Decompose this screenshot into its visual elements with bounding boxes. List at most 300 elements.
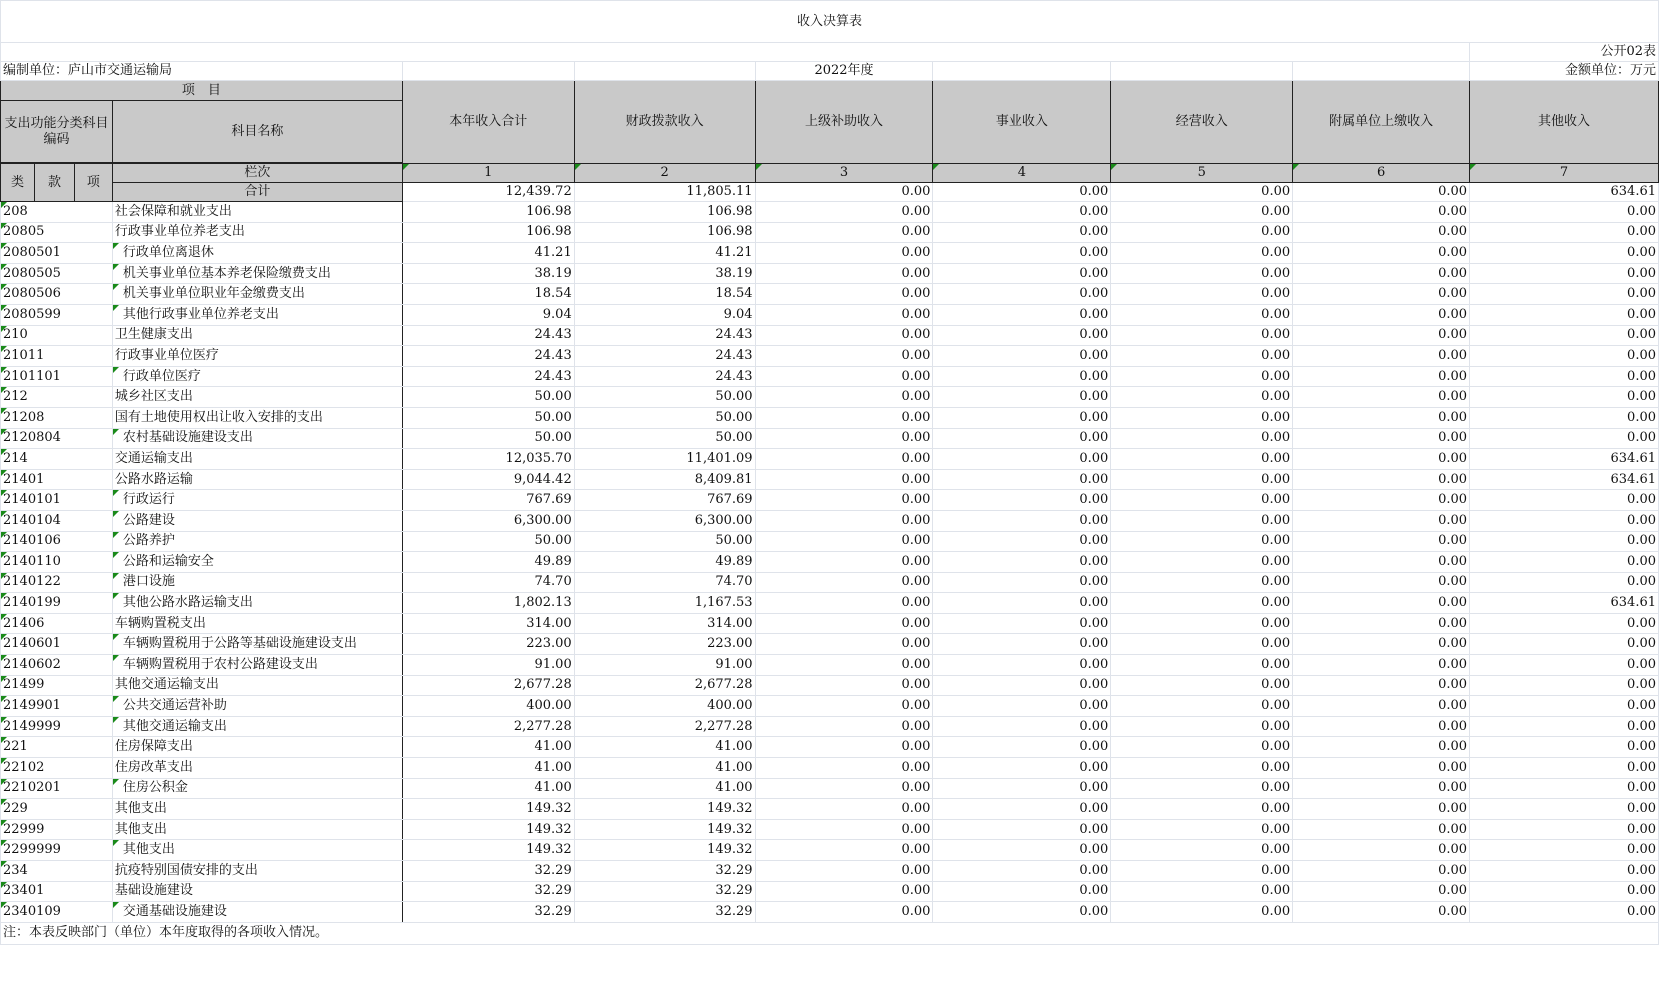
- amount-cell: 41.00: [574, 758, 755, 779]
- amount-cell: 41.00: [574, 778, 755, 799]
- amount-cell: 49.89: [402, 552, 574, 573]
- amount-cell: 0.00: [1111, 634, 1293, 655]
- amount-cell: 0.00: [1293, 325, 1470, 346]
- amount-cell: 0.00: [1470, 778, 1659, 799]
- subject-name: 住房保障支出: [112, 737, 402, 758]
- amount-cell: 0.00: [1470, 840, 1659, 861]
- amount-unit: 金额单位：万元: [1470, 62, 1659, 81]
- table-row: [1, 428, 1659, 449]
- subject-code: 2120804: [1, 428, 113, 449]
- subject-code: 2140602: [1, 655, 113, 676]
- amount-cell: 0.00: [1293, 634, 1470, 655]
- amount-cell: 0.00: [755, 778, 933, 799]
- subject-code: 21499: [1, 675, 113, 696]
- amount-cell: 0.00: [1470, 304, 1659, 325]
- amount-cell: 0.00: [1470, 531, 1659, 552]
- amount-cell: 0.00: [1293, 263, 1470, 284]
- subject-code: 21406: [1, 613, 113, 634]
- amount-cell: 0.00: [1293, 799, 1470, 820]
- table-row: [1, 819, 1659, 840]
- amount-cell: 0.00: [755, 881, 933, 902]
- amount-cell: 0.00: [1293, 428, 1470, 449]
- amount-cell: 0.00: [933, 655, 1111, 676]
- subject-code: 22102: [1, 758, 113, 779]
- amount-cell: 0.00: [1111, 510, 1293, 531]
- amount-cell: 6,300.00: [574, 510, 755, 531]
- amount-cell: 0.00: [1111, 346, 1293, 367]
- header-col-5: 经营收入: [1111, 81, 1293, 164]
- header-col-4: 事业收入: [933, 81, 1111, 164]
- table-row: [1, 284, 1659, 305]
- amount-cell: 0.00: [933, 613, 1111, 634]
- subject-code: 2140601: [1, 634, 113, 655]
- table-row: [1, 202, 1659, 223]
- amount-cell: 0.00: [1293, 778, 1470, 799]
- amount-cell: 0.00: [933, 243, 1111, 264]
- amount-cell: 0.00: [1293, 490, 1470, 511]
- amount-cell: 0.00: [1470, 675, 1659, 696]
- amount-cell: 0.00: [1470, 737, 1659, 758]
- amount-cell: 0.00: [1470, 202, 1659, 223]
- amount-cell: 0.00: [1470, 902, 1659, 923]
- amount-cell: 0.00: [1470, 222, 1659, 243]
- amount-cell: 0.00: [755, 202, 933, 223]
- amount-cell: 50.00: [402, 407, 574, 428]
- subject-code: 2140101: [1, 490, 113, 511]
- amount-cell: 0.00: [755, 366, 933, 387]
- subject-name: 车辆购置税用于公路等基础设施建设支出: [112, 634, 402, 655]
- table-row: [1, 490, 1659, 511]
- amount-cell: 38.19: [402, 263, 574, 284]
- subject-code: 21208: [1, 407, 113, 428]
- org-label: 编制单位：庐山市交通运输局: [1, 62, 403, 81]
- header-col-1: 本年收入合计: [402, 81, 574, 164]
- amount-cell: 0.00: [755, 531, 933, 552]
- amount-cell: 0.00: [1293, 655, 1470, 676]
- amount-cell: 0.00: [1111, 407, 1293, 428]
- table-row: [1, 613, 1659, 634]
- amount-cell: 0.00: [933, 407, 1111, 428]
- amount-cell: 0.00: [1293, 387, 1470, 408]
- amount-cell: 0.00: [933, 634, 1111, 655]
- amount-cell: 0.00: [1470, 758, 1659, 779]
- amount-cell: 1,802.13: [402, 593, 574, 614]
- amount-cell: 0.00: [933, 840, 1111, 861]
- subject-code: 208: [1, 202, 113, 223]
- amount-cell: 0.00: [755, 572, 933, 593]
- amount-cell: 0.00: [1111, 325, 1293, 346]
- amount-cell: 2,277.28: [402, 716, 574, 737]
- amount-cell: 0.00: [1293, 449, 1470, 470]
- table-row: [1, 675, 1659, 696]
- header-col-3: 上级补助收入: [755, 81, 933, 164]
- amount-cell: 0.00: [933, 737, 1111, 758]
- subject-code: 2080505: [1, 263, 113, 284]
- amount-cell: 0.00: [1111, 675, 1293, 696]
- amount-cell: 0.00: [1470, 655, 1659, 676]
- amount-cell: 0.00: [1470, 613, 1659, 634]
- amount-cell: 0.00: [933, 387, 1111, 408]
- amount-cell: 106.98: [402, 202, 574, 223]
- subject-name: 其他交通运输支出: [112, 716, 402, 737]
- amount-cell: 0.00: [1111, 531, 1293, 552]
- amount-cell: 0.00: [933, 222, 1111, 243]
- amount-cell: 767.69: [402, 490, 574, 511]
- table-row: [1, 469, 1659, 490]
- subject-code: 2340109: [1, 902, 113, 923]
- amount-cell: 2,277.28: [574, 716, 755, 737]
- table-row: [1, 881, 1659, 902]
- subject-code: 2080506: [1, 284, 113, 305]
- header-col-6: 附属单位上缴收入: [1293, 81, 1470, 164]
- amount-cell: 0.00: [755, 902, 933, 923]
- amount-cell: 0.00: [1470, 819, 1659, 840]
- amount-cell: 0.00: [1111, 552, 1293, 573]
- amount-cell: 0.00: [1293, 902, 1470, 923]
- amount-cell: 0.00: [755, 243, 933, 264]
- amount-cell: 0.00: [1470, 634, 1659, 655]
- amount-cell: 41.21: [574, 243, 755, 264]
- amount-cell: 0.00: [1470, 716, 1659, 737]
- amount-cell: 0.00: [933, 531, 1111, 552]
- table-row: [1, 346, 1659, 367]
- amount-cell: 0.00: [1470, 243, 1659, 264]
- amount-cell: 0.00: [1111, 469, 1293, 490]
- amount-cell: 24.43: [402, 325, 574, 346]
- amount-cell: 0.00: [933, 593, 1111, 614]
- subject-code: 212: [1, 387, 113, 408]
- amount-cell: 0.00: [755, 737, 933, 758]
- subject-code: 234: [1, 861, 113, 882]
- amount-cell: 74.70: [574, 572, 755, 593]
- subject-name: 抗疫特别国债安排的支出: [112, 861, 402, 882]
- subject-code: 2140110: [1, 552, 113, 573]
- amount-cell: 0.00: [1293, 222, 1470, 243]
- subject-name: 车辆购置税用于农村公路建设支出: [112, 655, 402, 676]
- amount-cell: 50.00: [402, 428, 574, 449]
- amount-cell: 0.00: [1293, 552, 1470, 573]
- amount-cell: 0.00: [1470, 263, 1659, 284]
- amount-cell: 0.00: [1293, 840, 1470, 861]
- amount-cell: 0.00: [755, 799, 933, 820]
- amount-cell: 0.00: [755, 325, 933, 346]
- header-kuan: 款: [34, 164, 74, 202]
- amount-cell: 24.43: [574, 346, 755, 367]
- total-value: 11,805.11: [574, 183, 755, 202]
- amount-cell: 18.54: [402, 284, 574, 305]
- amount-cell: 41.00: [402, 758, 574, 779]
- amount-cell: 32.29: [574, 881, 755, 902]
- table-id: 公开02表: [1470, 43, 1659, 62]
- amount-cell: 0.00: [1470, 407, 1659, 428]
- amount-cell: 0.00: [933, 716, 1111, 737]
- amount-cell: 0.00: [1293, 593, 1470, 614]
- amount-cell: 0.00: [933, 881, 1111, 902]
- amount-cell: 0.00: [1293, 696, 1470, 717]
- amount-cell: 0.00: [1111, 366, 1293, 387]
- amount-cell: 0.00: [755, 428, 933, 449]
- amount-cell: 91.00: [574, 655, 755, 676]
- subject-code: 229: [1, 799, 113, 820]
- amount-cell: 0.00: [755, 696, 933, 717]
- amount-cell: 8,409.81: [574, 469, 755, 490]
- col-number-2: 2: [574, 164, 755, 183]
- header-xiang: 项: [74, 164, 112, 202]
- amount-cell: 0.00: [1293, 366, 1470, 387]
- amount-cell: 11,401.09: [574, 449, 755, 470]
- amount-cell: 0.00: [755, 510, 933, 531]
- amount-cell: 0.00: [1470, 510, 1659, 531]
- amount-cell: 0.00: [1111, 696, 1293, 717]
- subject-name: 社会保障和就业支出: [112, 202, 402, 223]
- subject-name: 公共交通运营补助: [112, 696, 402, 717]
- amount-cell: 0.00: [1111, 613, 1293, 634]
- amount-cell: 0.00: [933, 758, 1111, 779]
- subject-name: 交通基础设施建设: [112, 902, 402, 923]
- table-row: [1, 634, 1659, 655]
- amount-cell: 0.00: [1111, 799, 1293, 820]
- amount-cell: 0.00: [1470, 572, 1659, 593]
- amount-cell: 0.00: [1111, 572, 1293, 593]
- amount-cell: 0.00: [933, 552, 1111, 573]
- amount-cell: 50.00: [402, 387, 574, 408]
- amount-cell: 314.00: [574, 613, 755, 634]
- amount-cell: 9.04: [402, 304, 574, 325]
- amount-cell: 6,300.00: [402, 510, 574, 531]
- subject-name: 公路和运输安全: [112, 552, 402, 573]
- amount-cell: 0.00: [1111, 490, 1293, 511]
- total-row: [1, 183, 1659, 202]
- amount-cell: 0.00: [1111, 222, 1293, 243]
- table-row: [1, 552, 1659, 573]
- table-row: [1, 840, 1659, 861]
- amount-cell: 0.00: [1111, 304, 1293, 325]
- amount-cell: 149.32: [574, 840, 755, 861]
- amount-cell: 0.00: [1111, 881, 1293, 902]
- table-row: [1, 861, 1659, 882]
- subject-name: 港口设施: [112, 572, 402, 593]
- subject-code: 22999: [1, 819, 113, 840]
- total-value: 0.00: [1293, 183, 1470, 202]
- subject-name: 住房公积金: [112, 778, 402, 799]
- subject-name: 行政事业单位医疗: [112, 346, 402, 367]
- amount-cell: 149.32: [402, 840, 574, 861]
- amount-cell: 0.00: [1111, 449, 1293, 470]
- amount-cell: 0.00: [1111, 737, 1293, 758]
- amount-cell: 32.29: [402, 861, 574, 882]
- subject-code: 2140122: [1, 572, 113, 593]
- amount-cell: 0.00: [1293, 284, 1470, 305]
- footnote: 注：本表反映部门（单位）本年度取得的各项收入情况。: [1, 922, 1659, 944]
- amount-cell: 50.00: [574, 531, 755, 552]
- total-value: 12,439.72: [402, 183, 574, 202]
- amount-cell: 0.00: [755, 407, 933, 428]
- header-col-7: 其他收入: [1470, 81, 1659, 164]
- amount-cell: 0.00: [755, 675, 933, 696]
- amount-cell: 634.61: [1470, 593, 1659, 614]
- total-value: 0.00: [755, 183, 933, 202]
- subject-name: 行政单位医疗: [112, 366, 402, 387]
- col-number-4: 4: [933, 164, 1111, 183]
- table-row: [1, 243, 1659, 264]
- table-row: [1, 716, 1659, 737]
- subject-code: 23401: [1, 881, 113, 902]
- amount-cell: 106.98: [402, 222, 574, 243]
- col-number-3: 3: [755, 164, 933, 183]
- amount-cell: 0.00: [1111, 263, 1293, 284]
- table-row: [1, 758, 1659, 779]
- amount-cell: 0.00: [755, 552, 933, 573]
- amount-cell: 24.43: [402, 366, 574, 387]
- amount-cell: 0.00: [755, 469, 933, 490]
- amount-cell: 0.00: [1111, 387, 1293, 408]
- amount-cell: 0.00: [755, 655, 933, 676]
- subject-name: 其他支出: [112, 819, 402, 840]
- amount-cell: 0.00: [933, 675, 1111, 696]
- table-row: [1, 510, 1659, 531]
- amount-cell: 0.00: [755, 819, 933, 840]
- subject-code: 2080599: [1, 304, 113, 325]
- amount-cell: 0.00: [1293, 675, 1470, 696]
- subject-code: 20805: [1, 222, 113, 243]
- amount-cell: 0.00: [1111, 861, 1293, 882]
- amount-cell: 223.00: [402, 634, 574, 655]
- amount-cell: 0.00: [933, 861, 1111, 882]
- amount-cell: 32.29: [574, 861, 755, 882]
- col-number-1: 1: [402, 164, 574, 183]
- amount-cell: 0.00: [933, 346, 1111, 367]
- amount-cell: 400.00: [402, 696, 574, 717]
- amount-cell: 0.00: [933, 263, 1111, 284]
- amount-cell: 767.69: [574, 490, 755, 511]
- amount-cell: 0.00: [755, 284, 933, 305]
- amount-cell: 0.00: [933, 490, 1111, 511]
- amount-cell: 0.00: [933, 284, 1111, 305]
- amount-cell: 0.00: [1470, 861, 1659, 882]
- amount-cell: 0.00: [755, 346, 933, 367]
- amount-cell: 32.29: [402, 902, 574, 923]
- report-year: 2022年度: [755, 62, 933, 81]
- header-lei: 类: [1, 164, 35, 202]
- amount-cell: 0.00: [1293, 861, 1470, 882]
- amount-cell: 0.00: [1111, 284, 1293, 305]
- subject-name: 公路水路运输: [112, 469, 402, 490]
- amount-cell: 0.00: [1293, 510, 1470, 531]
- amount-cell: 0.00: [755, 263, 933, 284]
- subject-code: 210: [1, 325, 113, 346]
- table-row: [1, 325, 1659, 346]
- amount-cell: 0.00: [1293, 469, 1470, 490]
- amount-cell: 91.00: [402, 655, 574, 676]
- amount-cell: 2,677.28: [574, 675, 755, 696]
- subject-name: 城乡社区支出: [112, 387, 402, 408]
- subject-name: 住房改革支出: [112, 758, 402, 779]
- table-row: [1, 222, 1659, 243]
- subject-name: 其他支出: [112, 840, 402, 861]
- amount-cell: 0.00: [1470, 799, 1659, 820]
- table-row: [1, 366, 1659, 387]
- amount-cell: 24.43: [574, 325, 755, 346]
- amount-cell: 0.00: [755, 222, 933, 243]
- amount-cell: 41.00: [574, 737, 755, 758]
- amount-cell: 0.00: [933, 469, 1111, 490]
- table-row: [1, 902, 1659, 923]
- subject-code: 2140199: [1, 593, 113, 614]
- amount-cell: 41.00: [402, 778, 574, 799]
- amount-cell: 24.43: [402, 346, 574, 367]
- amount-cell: 0.00: [1293, 758, 1470, 779]
- amount-cell: 9,044.42: [402, 469, 574, 490]
- table-row: [1, 572, 1659, 593]
- subject-name: 车辆购置税支出: [112, 613, 402, 634]
- amount-cell: 149.32: [402, 819, 574, 840]
- amount-cell: 32.29: [574, 902, 755, 923]
- subject-code: 21011: [1, 346, 113, 367]
- amount-cell: 0.00: [1111, 593, 1293, 614]
- page-title: 收入决算表: [1, 1, 1659, 43]
- amount-cell: 0.00: [755, 613, 933, 634]
- amount-cell: 0.00: [755, 593, 933, 614]
- subject-name: 机关事业单位职业年金缴费支出: [112, 284, 402, 305]
- table-row: [1, 655, 1659, 676]
- subject-name: 卫生健康支出: [112, 325, 402, 346]
- amount-cell: 0.00: [755, 387, 933, 408]
- col-number-6: 6: [1293, 164, 1470, 183]
- amount-cell: 0.00: [933, 572, 1111, 593]
- amount-cell: 223.00: [574, 634, 755, 655]
- amount-cell: 0.00: [755, 758, 933, 779]
- subject-name: 农村基础设施建设支出: [112, 428, 402, 449]
- amount-cell: 2,677.28: [402, 675, 574, 696]
- amount-cell: 0.00: [1293, 304, 1470, 325]
- amount-cell: 0.00: [755, 716, 933, 737]
- table-row: [1, 449, 1659, 470]
- amount-cell: 400.00: [574, 696, 755, 717]
- amount-cell: 0.00: [933, 449, 1111, 470]
- amount-cell: 149.32: [574, 819, 755, 840]
- amount-cell: 0.00: [1293, 881, 1470, 902]
- amount-cell: 0.00: [1111, 655, 1293, 676]
- subject-name: 行政事业单位养老支出: [112, 222, 402, 243]
- amount-cell: 0.00: [755, 861, 933, 882]
- amount-cell: 1,167.53: [574, 593, 755, 614]
- amount-cell: 0.00: [1470, 346, 1659, 367]
- amount-cell: 0.00: [1293, 716, 1470, 737]
- amount-cell: 0.00: [1293, 346, 1470, 367]
- header-lanci: 栏次: [112, 164, 402, 183]
- amount-cell: 0.00: [1470, 387, 1659, 408]
- subject-name: 公路建设: [112, 510, 402, 531]
- subject-code: 2149901: [1, 696, 113, 717]
- amount-cell: 0.00: [1111, 202, 1293, 223]
- subject-code: 2299999: [1, 840, 113, 861]
- subject-code: 2140106: [1, 531, 113, 552]
- subject-code: 2101101: [1, 366, 113, 387]
- col-number-7: 7: [1470, 164, 1659, 183]
- amount-cell: 0.00: [933, 902, 1111, 923]
- table-row: [1, 407, 1659, 428]
- amount-cell: 0.00: [1293, 407, 1470, 428]
- amount-cell: 0.00: [933, 366, 1111, 387]
- table-row: [1, 387, 1659, 408]
- amount-cell: 9.04: [574, 304, 755, 325]
- amount-cell: 41.21: [402, 243, 574, 264]
- amount-cell: 0.00: [1293, 819, 1470, 840]
- subject-code: 2140104: [1, 510, 113, 531]
- amount-cell: 0.00: [1470, 284, 1659, 305]
- amount-cell: 0.00: [755, 634, 933, 655]
- amount-cell: 0.00: [1111, 778, 1293, 799]
